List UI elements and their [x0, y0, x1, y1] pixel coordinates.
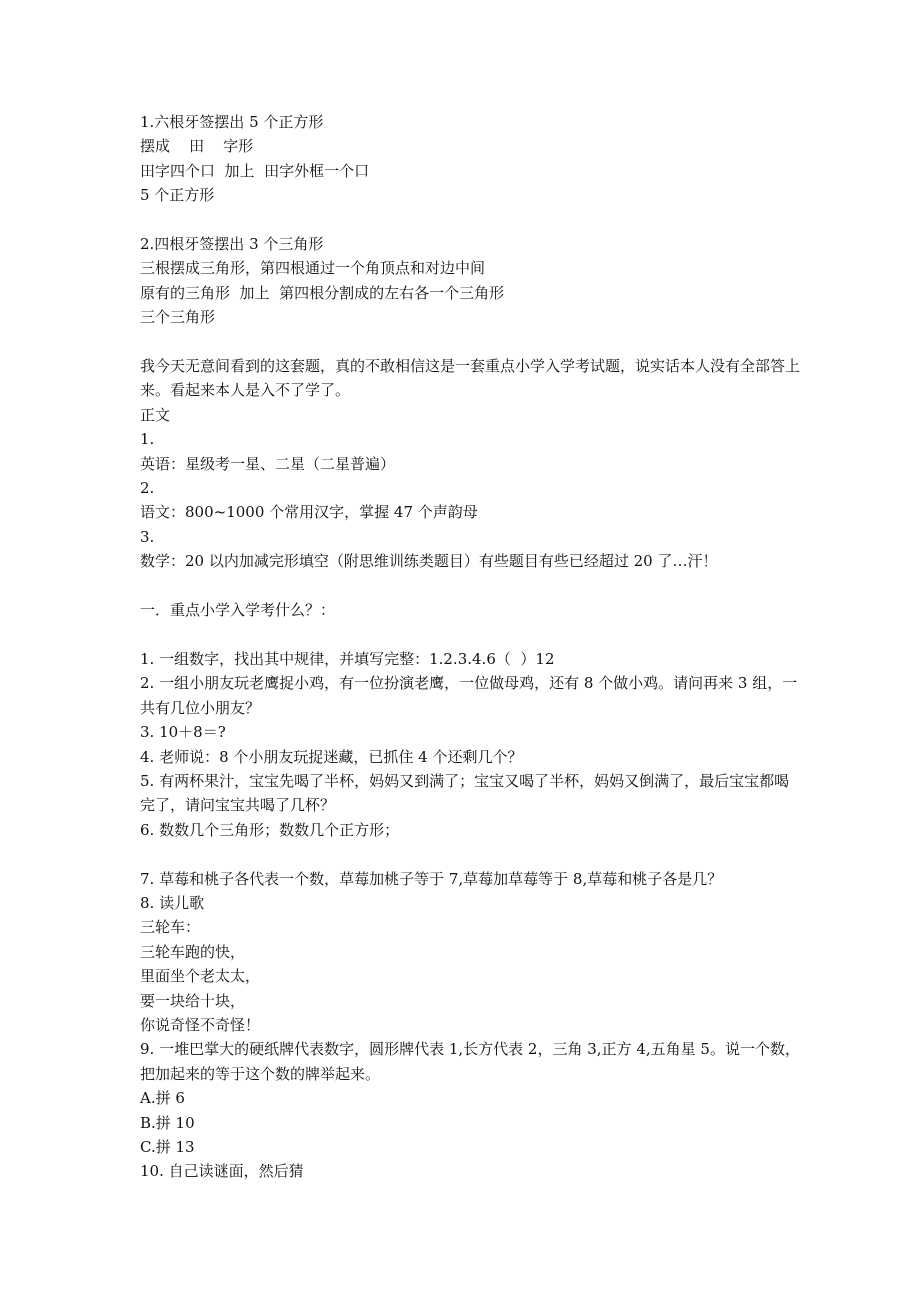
paragraph: 1.六根牙签摆出 5 个正方形	[140, 113, 324, 131]
paragraph: 田字四个口 加上 田字外框一个口	[140, 161, 370, 180]
blank-line	[140, 330, 800, 354]
paragraph: 3.	[140, 527, 155, 546]
poem-line: 三轮车：	[140, 918, 201, 937]
paragraph: 语文：800~1000 个常用汉字，掌握 47 个声韵母	[140, 503, 478, 522]
blank-line	[140, 622, 800, 646]
paragraph: 三根摆成三角形，第四根通过一个角顶点和对边中间	[140, 259, 486, 278]
paragraph: 三个三角形	[140, 308, 216, 327]
paragraph: 我今天无意间看到的这套题，真的不敢相信这是一套重点小学入学考试题，说实话本人没有全部答上来。看起来本人是入不了学了。	[140, 357, 801, 400]
section-heading	[140, 598, 800, 622]
document-page	[140, 110, 800, 1184]
question-item: 3. 10＋8＝?	[140, 723, 226, 742]
answer-option: B.拼 10	[140, 1113, 195, 1132]
question-item: 1. 一组数字，找出其中规律，并填写完整：1.2.3.4.6（ ）12	[140, 649, 555, 668]
paragraph: 英语：星级考一星、二星（二星普遍）	[140, 454, 396, 473]
paragraph: 正文	[140, 405, 171, 424]
question-item: 6. 数数几个三角形；数数几个正方形；	[140, 820, 400, 839]
blank-line	[140, 208, 800, 232]
poem-line: 你说奇怪不奇怪！	[140, 1015, 261, 1034]
question-item: 8. 读儿歌	[140, 893, 205, 912]
answer-option: C.拼 13	[140, 1137, 195, 1156]
paragraph: 数学：20 以内加减完形填空（附思维训练类题目）有些题目有些已经超过 20 了…汗！	[140, 552, 718, 571]
paragraph: 1.	[140, 430, 155, 449]
question-item: 7. 草莓和桃子各代表一个数，草莓加桃子等于 7,草莓加草莓等于 8,草莓和桃子各是几？	[140, 869, 723, 888]
poem-line: 三轮车跑的快，	[140, 942, 246, 961]
blank-line	[140, 574, 800, 598]
question-item: 9. 一堆巴掌大的硬纸牌代表数字，圆形牌代表 1,长方代表 2，三角 3,正方 4,五角星 5。说一个数，把加起来的等于这个数的牌举起来。	[140, 1040, 800, 1083]
question-item: 5. 有两杯果汁，宝宝先喝了半杯，妈妈又到满了；宝宝又喝了半杯，妈妈又倒满了，最后宝宝都喝完了，请问宝宝共喝了几杯？	[140, 771, 790, 815]
blank-line	[140, 842, 800, 866]
question-item: 4. 老师说：8 个小朋友玩捉迷藏，已抓住 4 个还剩几个？	[140, 747, 523, 766]
poem-line: 要一块给十块，	[140, 991, 246, 1010]
paragraph: 2.四根牙签摆出 3 个三角形	[140, 235, 324, 254]
section-intro	[140, 354, 800, 574]
paragraph: 2.	[140, 479, 155, 498]
paragraph: 摆成 田 字形	[140, 137, 254, 156]
question-item: 10. 自己读谜面，然后猜	[140, 1162, 304, 1181]
paragraph: 5 个正方形	[140, 186, 215, 205]
section-questions-1-6	[140, 647, 800, 842]
section-toothpick-squares	[140, 110, 800, 208]
section-toothpick-triangles	[140, 232, 800, 330]
poem-line: 里面坐个老太太，	[140, 967, 261, 986]
question-item: 2. 一组小朋友玩老鹰捉小鸡，有一位扮演老鹰，一位做母鸡，还有 8 个做小鸡。请问再来 3 组，一共有几位小朋友？	[140, 674, 798, 717]
section-title: 一．重点小学入学考什么？：	[140, 601, 336, 620]
paragraph: 原有的三角形 加上 第四根分割成的左右各一个三角形	[140, 283, 505, 302]
answer-option: A.拼 6	[140, 1089, 185, 1108]
section-questions-7-10	[140, 867, 800, 1184]
